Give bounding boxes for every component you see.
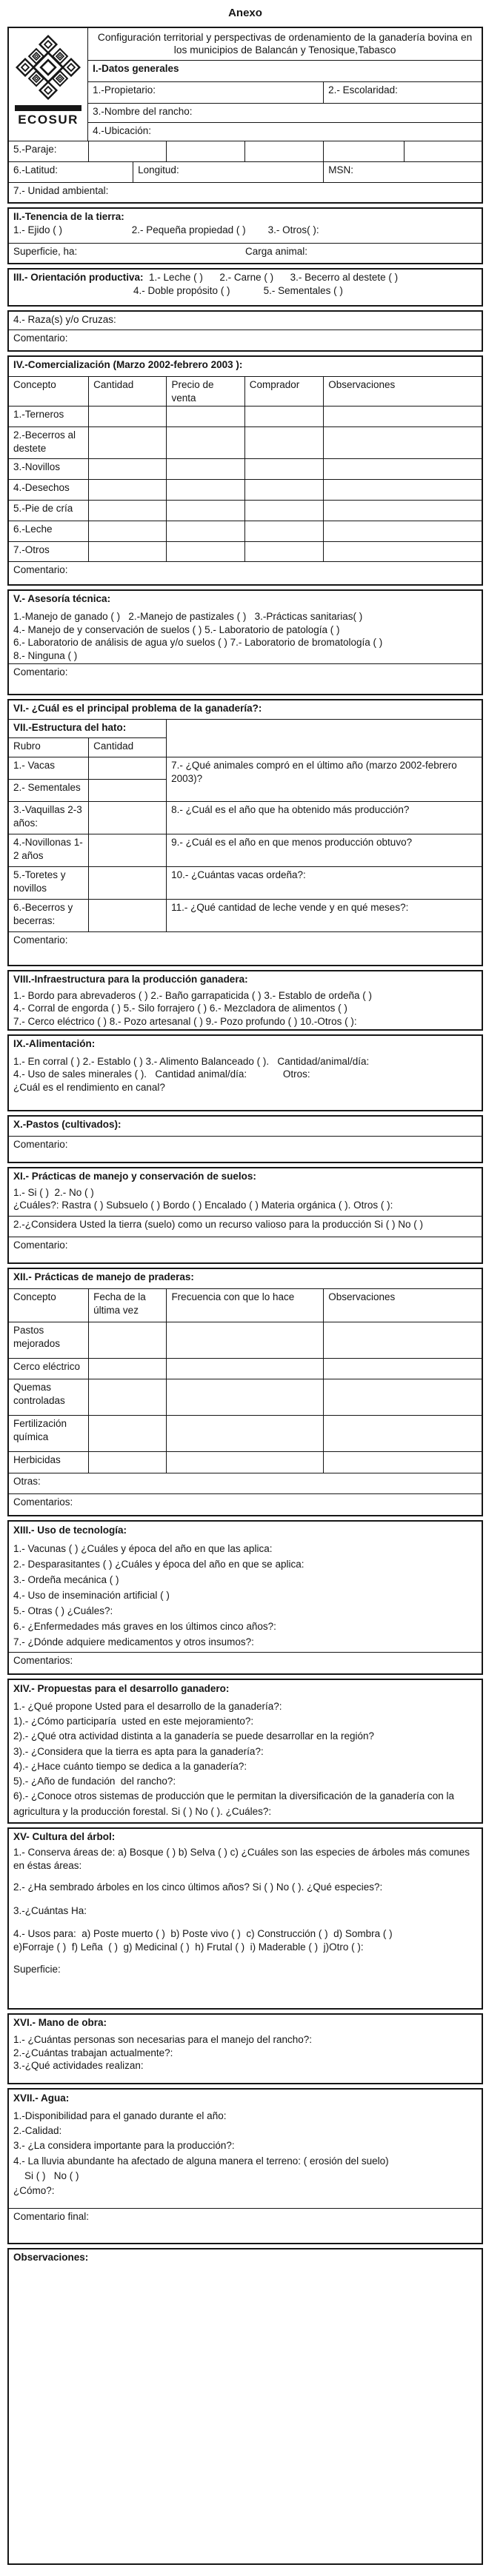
observaciones-cell[interactable] xyxy=(323,542,482,561)
section-pastos xyxy=(7,1115,483,1163)
comercializacion-title: IV.-Comercialización (Marzo 2002-febrero 2003 ): xyxy=(13,359,243,371)
section-praderas xyxy=(7,1268,483,1516)
comprador-cell[interactable] xyxy=(244,427,324,458)
tecnologia-item[interactable]: 6.- ¿Enfermedades más graves en los últimos cinco años?: xyxy=(13,1620,276,1632)
propuestas-title: XIV.- Propuestas para el desarrollo ganadero: xyxy=(13,1682,230,1694)
cantidad-cell[interactable] xyxy=(88,542,166,561)
hato-cantidad-cell[interactable] xyxy=(88,900,166,931)
concepto-label: 1.-Terneros xyxy=(13,409,64,421)
paraje-cell[interactable] xyxy=(88,141,166,161)
pradera-concepto-label: Pastos mejorados xyxy=(13,1325,61,1349)
paraje-cell[interactable] xyxy=(244,141,324,161)
mano-obra-item[interactable]: 3.-¿Qué actividades realizan: xyxy=(13,2060,144,2072)
tecnologia-item[interactable]: 5.- Otras ( ) ¿Cuáles?: xyxy=(13,1605,113,1616)
col-header-cantidad: Cantidad xyxy=(88,377,166,406)
propuestas-item[interactable]: 4).- ¿Hace cuánto tiempo se dedica a la ganadería?: xyxy=(13,1760,247,1772)
comprador-cell[interactable] xyxy=(244,521,324,541)
concepto-label: 4.-Desechos xyxy=(13,482,70,494)
section-alimentacion xyxy=(7,1034,483,1111)
precio-cell[interactable] xyxy=(166,542,244,561)
col-header-frecuencia: Frecuencia con que lo hace xyxy=(166,1289,323,1322)
observaciones-field[interactable]: Observaciones: xyxy=(13,2251,89,2263)
agua-item[interactable]: 4.- La lluvia abundante ha afectado de alguna manera el terreno: ( erosión del suelo) xyxy=(13,2155,389,2167)
section-mano-obra xyxy=(7,2013,483,2084)
concepto-label: 2.-Becerros al destete xyxy=(13,429,76,454)
problema-field[interactable]: VI.- ¿Cuál es el principal problema de la ganadería?: xyxy=(13,703,262,715)
suelos-si-no[interactable]: 1.- Si ( ) 2.- No ( ) xyxy=(13,1186,94,1198)
pastos-comentario-field[interactable]: Comentario: xyxy=(13,1139,68,1151)
asesoria-comentario-field[interactable]: Comentario: xyxy=(13,666,68,678)
tenencia-cell xyxy=(9,209,482,243)
agua-item[interactable]: 2.-Calidad: xyxy=(13,2125,62,2137)
section-observaciones xyxy=(7,2248,483,2565)
fecha-cell[interactable] xyxy=(88,1322,166,1358)
hato-pregunta-field[interactable]: 7.- ¿Qué animales compró en el último año (marzo 2002-febrero 2003)? xyxy=(167,757,482,801)
section-datos-generales xyxy=(7,27,483,204)
mano-obra-title: XVI.- Mano de obra: xyxy=(13,2016,107,2028)
section-suelos xyxy=(7,1167,483,1264)
arbol-pregunta-4a[interactable]: 4.- Usos para: a) Poste muerto ( ) b) Poste vivo ( ) c) Construcción ( ) d) Sombra ( ) xyxy=(13,1928,393,1940)
cantidad-cell[interactable] xyxy=(88,521,166,541)
section-agua xyxy=(7,2088,483,2244)
tecnologia-title: XIII.- Uso de tecnología: xyxy=(13,1525,127,1536)
asesoria-opcion[interactable]: 1.-Manejo de ganado ( ) 2.-Manejo de pastizales ( ) 3.-Prácticas sanitarias( ) xyxy=(13,610,363,622)
hato-pregunta-field[interactable]: 11.- ¿Qué cantidad de leche vende y en qué meses?: xyxy=(167,899,482,931)
praderas-otras-field[interactable]: Otras: xyxy=(13,1476,41,1488)
tenencia-title: II.-Tenencia de la tierra: xyxy=(13,211,124,223)
alimentacion-pregunta[interactable]: ¿Cuál es el rendimiento en canal? xyxy=(13,1082,165,1093)
ubicacion-field[interactable]: 4.-Ubicación: xyxy=(93,125,151,137)
paraje-label: 5.-Paraje: xyxy=(13,144,57,155)
asesoria-cell xyxy=(9,591,482,663)
agua-item[interactable]: 3.- ¿La considera importante para la producción?: xyxy=(13,2140,235,2152)
paraje-cell[interactable] xyxy=(166,141,244,161)
escolaridad-field[interactable]: 2.- Escolaridad: xyxy=(323,82,482,103)
cantidad-cell[interactable] xyxy=(88,407,166,426)
hato-col-rubro: Rubro xyxy=(13,740,41,752)
propuestas-cell xyxy=(9,1680,482,1822)
suelos-cell xyxy=(9,1168,482,1216)
section-raza xyxy=(7,310,483,352)
propietario-field[interactable]: 1.-Propietario: xyxy=(93,84,156,96)
hato-rubro-label: 5.-Toretes y novillos xyxy=(13,869,66,894)
alimentacion-cell xyxy=(9,1036,482,1110)
comprador-cell[interactable] xyxy=(244,542,324,561)
pradera-concepto-label: Herbicidas xyxy=(13,1454,61,1466)
cantidad-cell[interactable] xyxy=(88,501,166,521)
hato-rubro-label: 2.- Sementales xyxy=(13,782,81,794)
asesoria-opcion[interactable]: 6.- Laboratorio de análisis de agua y/o suelos ( ) 7.- Laboratorio de bromatología ( ) xyxy=(13,637,383,649)
propuestas-item[interactable]: 1.- ¿Qué propone Usted para el desarrollo de la ganadería?: xyxy=(13,1700,282,1712)
logo-bar xyxy=(15,105,81,111)
hato-rubro-label: 1.- Vacas xyxy=(13,760,56,772)
longitud-field[interactable]: Longitud: xyxy=(133,162,323,182)
hato-pregunta-field[interactable]: 10.- ¿Cuántas vacas ordeña?: xyxy=(167,866,482,899)
hato-rubro-label: 4.-Novillonas 1-2 años xyxy=(13,837,83,861)
suelos-comentario-field[interactable]: Comentario: xyxy=(13,1240,68,1251)
nombre-rancho-field[interactable]: 3.-Nombre del rancho: xyxy=(93,106,193,118)
precio-cell[interactable] xyxy=(166,501,244,521)
superficie-row[interactable] xyxy=(9,244,482,263)
col-header-concepto: Concepto xyxy=(13,1291,56,1303)
arbol-title: XV- Cultura del árbol: xyxy=(13,1830,116,1842)
suelos-pregunta2-field[interactable]: 2.-¿Considera Usted la tierra (suelo) como un recurso valioso para la producción Si ( ) No ( ) xyxy=(13,1219,423,1231)
paraje-cell[interactable] xyxy=(404,141,482,161)
observaciones-cell[interactable] xyxy=(323,1379,482,1415)
hato-table xyxy=(9,719,482,931)
hato-rubro-label: 6.-Becerros y becerras: xyxy=(13,902,73,926)
asesoria-title: V.- Asesoría técnica: xyxy=(13,593,111,605)
tecnologia-item[interactable]: 2.- Desparasitantes ( ) ¿Cuáles y época del año en que se aplica: xyxy=(13,1559,304,1570)
form-title: Configuración territorial y perspectivas de ordenamiento de la ganadería bovina en los municipios de Balancán y Tenosique,Tabasco xyxy=(97,31,473,56)
raza-field[interactable]: 4.- Raza(s) y/o Cruzas: xyxy=(13,314,116,326)
observaciones-cell[interactable] xyxy=(323,1359,482,1379)
infraestructura-title: VIII.-Infraestructura para la producción ganadera: xyxy=(13,974,248,986)
ecosur-logo xyxy=(9,28,88,141)
hato-empty-cell xyxy=(167,720,482,757)
agua-cell xyxy=(9,2090,482,2208)
mano-obra-cell xyxy=(9,2015,482,2083)
infraestructura-opcion[interactable]: 7.- Cerco eléctrico ( ) 8.- Pozo artesanal ( ) 9.- Pozo profundo ( ) 10.-Otros ( ): xyxy=(13,1015,357,1027)
cantidad-cell[interactable] xyxy=(88,459,166,479)
tecnologia-item[interactable]: 3.- Ordeña mecánica ( ) xyxy=(13,1574,119,1586)
frecuencia-cell[interactable] xyxy=(166,1359,323,1379)
hato-col-cantidad: Cantidad xyxy=(88,738,166,757)
datos-generales-heading: I.-Datos generales xyxy=(93,63,179,75)
agua-como-field[interactable]: ¿Cómo?: xyxy=(13,2185,55,2197)
propuestas-item[interactable]: 1).- ¿Cómo participaría usted en este mejoramiento?: xyxy=(13,1716,254,1727)
arbol-pregunta-2[interactable]: 2.- ¿Ha sembrado árboles en los cinco últimos años? Si ( ) No ( ). ¿Qué especies?: xyxy=(13,1881,383,1893)
fecha-cell[interactable] xyxy=(88,1359,166,1379)
precio-cell[interactable] xyxy=(166,480,244,500)
section-tecnologia xyxy=(7,1520,483,1674)
msn-field[interactable]: MSN: xyxy=(323,162,482,182)
praderas-comentarios-field[interactable]: Comentarios: xyxy=(13,1496,73,1508)
observaciones-cell[interactable] xyxy=(323,459,482,479)
section-hato xyxy=(7,699,483,966)
hato-cantidad-cell[interactable] xyxy=(88,802,166,834)
mano-obra-item[interactable]: 2.-¿Cuántas trabajan actualmente?: xyxy=(13,2047,173,2058)
comentario-final-field[interactable]: Comentario final: xyxy=(13,2210,90,2222)
fecha-cell[interactable] xyxy=(88,1452,166,1473)
logo-text: ECOSUR xyxy=(18,112,79,127)
col-header-precio: Precio de venta xyxy=(166,377,244,406)
alimentacion-title: IX.-Alimentación: xyxy=(13,1038,96,1050)
fecha-cell[interactable] xyxy=(88,1379,166,1415)
tecnologia-item[interactable]: 4.- Uso de inseminación artificial ( ) xyxy=(13,1590,170,1602)
hato-title: VII.-Estructura del hato: xyxy=(13,722,127,734)
arbol-pregunta-1[interactable]: 1.- Conserva áreas de: a) Bosque ( ) b) Selva ( ) c) ¿Cuáles son las especies de árboles más comunes en éstas áreas: xyxy=(13,1847,473,1871)
infraestructura-opcion[interactable]: 1.- Bordo para abrevaderos ( ) 2.- Baño garrapaticida ( ) 3.- Establo de ordeña ( ) xyxy=(13,989,372,1001)
hato-cantidad-cell[interactable] xyxy=(88,867,166,899)
tecnologia-comentarios-field[interactable]: Comentarios: xyxy=(13,1654,73,1666)
section-comercializacion xyxy=(7,355,483,586)
col-header-observaciones: Observaciones xyxy=(323,377,482,406)
suelos-title: XI.- Prácticas de manejo y conservación de suelos: xyxy=(13,1171,256,1182)
comercializacion-comentario-field[interactable]: Comentario: xyxy=(13,564,68,576)
section-tenencia xyxy=(7,207,483,264)
alimentacion-opcion[interactable]: 4.- Uso de sales minerales ( ). Cantidad animal/día: Otros: xyxy=(13,1068,310,1080)
observaciones-cell[interactable] xyxy=(323,427,482,458)
observaciones-cell[interactable] xyxy=(323,1452,482,1473)
col-header-fecha: Fecha de la última vez xyxy=(88,1289,166,1322)
fecha-cell[interactable] xyxy=(88,1416,166,1451)
praderas-title: XII.- Prácticas de manejo de praderas: xyxy=(13,1271,194,1283)
asesoria-opcion[interactable]: 4.- Manejo de y conservación de suelos ( ) 5.- Laboratorio de patología ( ) xyxy=(13,623,340,635)
tenencia-options[interactable]: 1.- Ejido ( ) 2.- Pequeña propiedad ( ) 3.- Otros( ): xyxy=(13,224,319,235)
pradera-concepto-label: Fertilización química xyxy=(13,1418,67,1442)
section-orientacion xyxy=(7,268,483,307)
agua-item[interactable]: 1.-Disponibilidad para el ganado durante el año: xyxy=(13,2110,227,2121)
orientacion-cell xyxy=(9,270,482,305)
col-header-concepto: Concepto xyxy=(13,379,56,391)
hato-pregunta-field[interactable]: 8.- ¿Cuál es el año que ha obtenido más producción? xyxy=(167,801,482,834)
col-header-observaciones: Observaciones xyxy=(323,1289,482,1322)
arbol-pregunta-3[interactable]: 3.-¿Cuántas Ha: xyxy=(13,1904,87,1916)
hato-cantidad-cell[interactable] xyxy=(88,757,166,779)
orientacion-opciones-2[interactable]: 4.- Doble propósito ( ) 5.- Sementales ( ) xyxy=(133,284,343,296)
asesoria-opcion[interactable]: 8.- Ninguna ( ) xyxy=(13,649,78,661)
concepto-label: 6.-Leche xyxy=(13,523,53,535)
mano-obra-item[interactable]: 1.- ¿Cuántas personas son necesarias para el manejo del rancho?: xyxy=(13,2034,312,2046)
precio-cell[interactable] xyxy=(166,459,244,479)
observaciones-cell[interactable] xyxy=(323,1416,482,1451)
hato-cantidad-cell[interactable] xyxy=(88,780,166,801)
hato-cantidad-cell[interactable] xyxy=(88,834,166,866)
precio-cell[interactable] xyxy=(166,407,244,426)
tecnologia-cell xyxy=(9,1522,482,1651)
comprador-cell[interactable] xyxy=(244,407,324,426)
hato-pregunta-field[interactable]: 9.- ¿Cuál es el año en que menos producción obtuvo? xyxy=(167,834,482,866)
pradera-concepto-label: Cerco eléctrico xyxy=(13,1361,81,1373)
unidad-ambiental-field[interactable]: 7.- Unidad ambiental: xyxy=(13,185,109,197)
concepto-label: 7.-Otros xyxy=(13,544,50,556)
propuestas-item[interactable]: 6).- ¿Conoce otros sistemas de producción que le permitan la diversificación de la ganadería con la agricultura y la producción forestal. Si ( ) No ( ). ¿Cuáles?: xyxy=(13,1790,457,1817)
arbol-superficie-field[interactable]: Superficie: xyxy=(13,1963,61,1975)
frecuencia-cell[interactable] xyxy=(166,1322,323,1358)
infraestructura-opcion[interactable]: 4.- Corral de engorda ( ) 5.- Silo forrajero ( ) 6.- Mezcladora de alimentos ( ) xyxy=(13,1003,347,1014)
agua-title: XVII.- Agua: xyxy=(13,2092,70,2104)
tecnologia-item[interactable]: 7.- ¿Dónde adquiere medicamentos y otros insumos?: xyxy=(13,1636,254,1647)
superficie-field[interactable]: Superficie, ha: xyxy=(13,246,78,258)
frecuencia-cell[interactable] xyxy=(166,1452,323,1473)
orientacion-opciones-1[interactable]: 1.- Leche ( ) 2.- Carne ( ) 3.- Becerro al destete ( ) xyxy=(149,272,399,284)
frecuencia-cell[interactable] xyxy=(166,1416,323,1451)
propuestas-item[interactable]: 3).- ¿Considera que la tierra es apta para la ganadería?: xyxy=(13,1745,264,1757)
ecosur-logo-icon xyxy=(16,34,81,102)
alimentacion-opcion[interactable]: 1.- En corral ( ) 2.- Establo ( ) 3.- Alimento Balanceado ( ). Cantidad/animal/día: xyxy=(13,1055,370,1067)
section-asesoria xyxy=(7,589,483,695)
carga-animal-field[interactable]: Carga animal: xyxy=(245,246,308,258)
propuestas-item[interactable]: 5).- ¿Año de fundación del rancho?: xyxy=(13,1776,176,1787)
comprador-cell[interactable] xyxy=(244,459,324,479)
observaciones-cell[interactable] xyxy=(323,407,482,426)
orientacion-title: III.- Orientación productiva: xyxy=(13,272,144,284)
page-title: Anexo xyxy=(228,7,262,19)
frecuencia-cell[interactable] xyxy=(166,1379,323,1415)
hato-rubro-label: 3.-Vaquillas 2-3 años: xyxy=(13,804,82,829)
propuestas-item[interactable]: 2).- ¿Qué otra actividad distinta a la ganadería se puede desarrollar en la región? xyxy=(13,1730,375,1742)
section-propuestas xyxy=(7,1679,483,1824)
precio-cell[interactable] xyxy=(166,427,244,458)
observaciones-cell[interactable] xyxy=(323,480,482,500)
arbol-cell xyxy=(9,1829,482,2008)
observaciones-cell[interactable] xyxy=(323,501,482,521)
raza-comentario-field[interactable]: Comentario: xyxy=(13,332,68,344)
section-infraestructura xyxy=(7,970,483,1031)
paraje-cell[interactable] xyxy=(323,141,403,161)
arbol-pregunta-4b[interactable]: e)Forraje ( ) f) Leña ( ) g) Medicinal ( ) h) Frutal ( ) i) Maderable ( ) j)Otro ( ): xyxy=(13,1941,364,1953)
pastos-title-field[interactable]: X.-Pastos (cultivados): xyxy=(13,1119,122,1131)
precio-cell[interactable] xyxy=(166,521,244,541)
infraestructura-cell xyxy=(9,971,482,1029)
tecnologia-item[interactable]: 1.- Vacunas ( ) ¿Cuáles y época del año en que las aplica: xyxy=(13,1543,273,1555)
hato-comentario-field[interactable]: Comentario: xyxy=(13,934,68,946)
concepto-label: 3.-Novillos xyxy=(13,461,61,473)
concepto-label: 5.-Pie de cría xyxy=(13,503,73,515)
col-header-comprador: Comprador xyxy=(244,377,324,406)
latitud-field[interactable]: 6.-Latitud: xyxy=(13,164,59,176)
observaciones-cell[interactable] xyxy=(323,521,482,541)
cantidad-cell[interactable] xyxy=(88,480,166,500)
section-arbol xyxy=(7,1827,483,2010)
observaciones-cell[interactable] xyxy=(323,1322,482,1358)
suelos-cuales[interactable]: ¿Cuáles?: Rastra ( ) Subsuelo ( ) Bordo ( ) Encalado ( ) Materia orgánica ( ). Otros ( ): xyxy=(13,1200,393,1211)
agua-si-no[interactable]: Si ( ) No ( ) xyxy=(13,2169,79,2181)
comprador-cell[interactable] xyxy=(244,480,324,500)
comprador-cell[interactable] xyxy=(244,501,324,521)
pradera-concepto-label: Quemas controladas xyxy=(13,1382,65,1406)
cantidad-cell[interactable] xyxy=(88,427,166,458)
